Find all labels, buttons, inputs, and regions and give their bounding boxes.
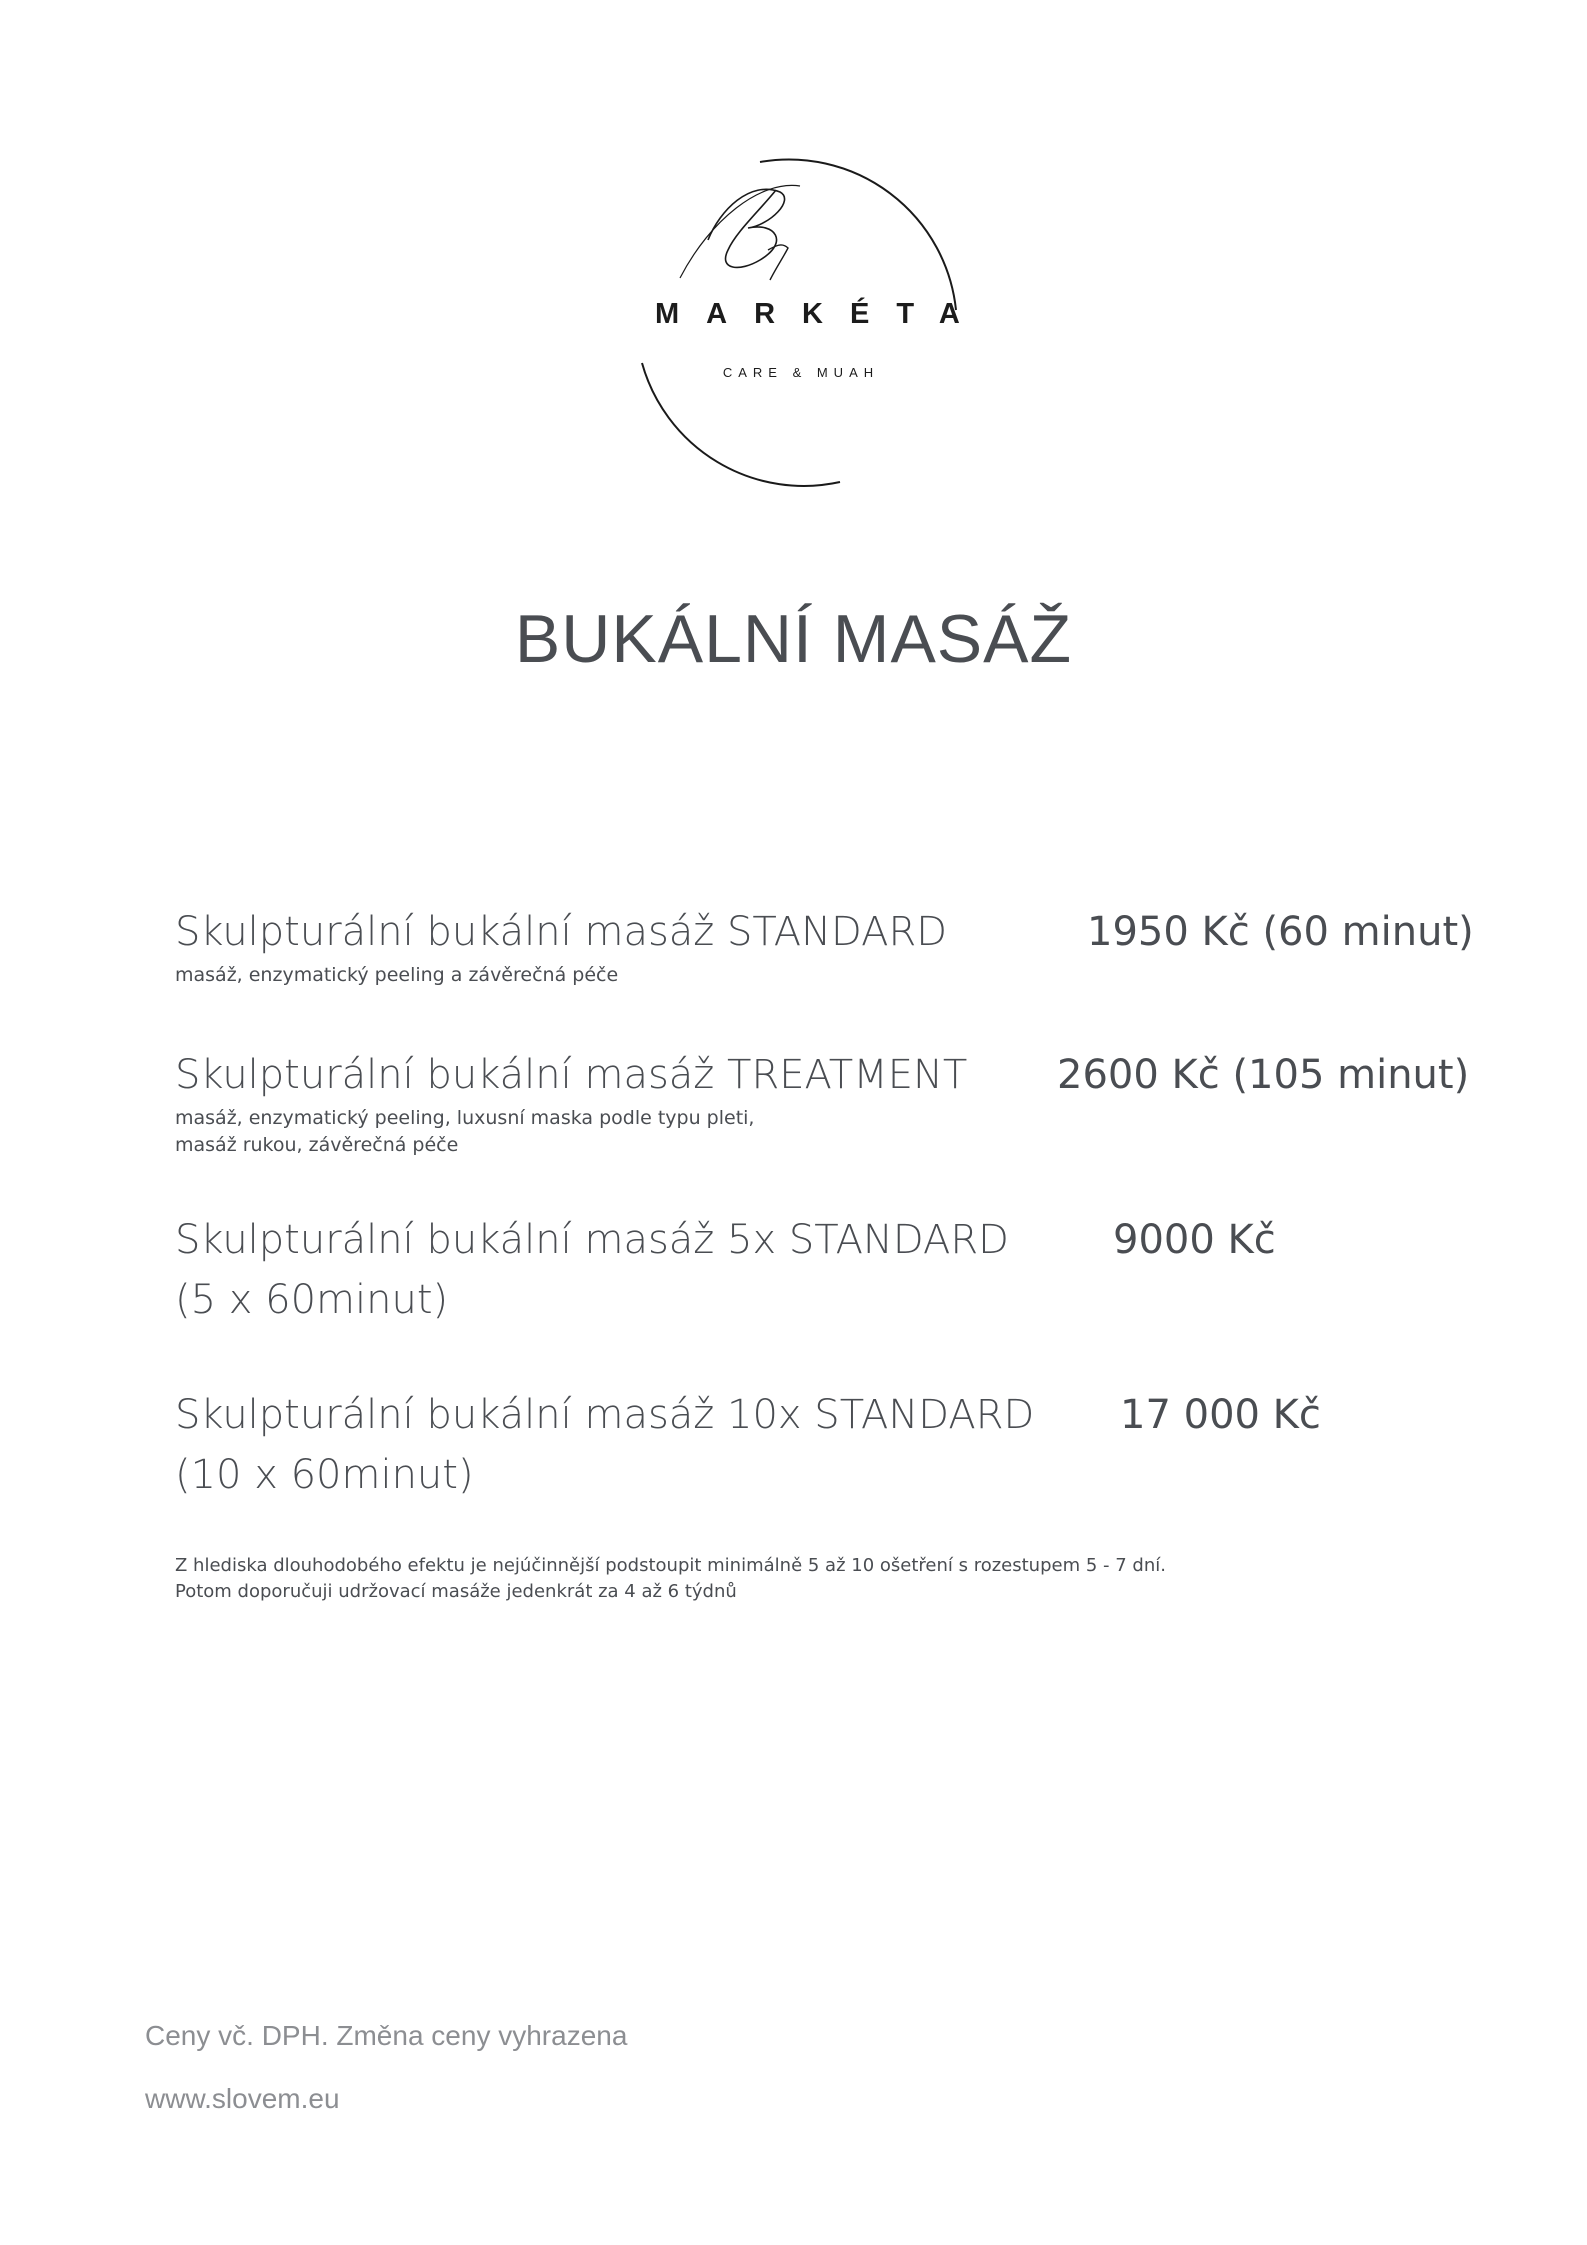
service-name: Skulpturální bukální masáž 10x STANDARD bbox=[175, 1392, 1035, 1438]
brand-tagline: CARE & MUAH bbox=[722, 365, 880, 380]
website-link[interactable]: www.slovem.eu bbox=[145, 2083, 340, 2114]
page-title: BUKÁLNÍ MASÁŽ bbox=[514, 601, 1073, 677]
treatment-note bbox=[175, 1553, 1166, 1605]
service-description: masáž, enzymatický peeling a závěrečná péče bbox=[175, 964, 619, 986]
service-price: 9000 Kč bbox=[1113, 1217, 1276, 1263]
vat-note: Ceny vč. DPH. Změna ceny vyhrazena bbox=[145, 2020, 628, 2051]
service-subline: (10 x 60minut) bbox=[175, 1452, 474, 1498]
note-line: Z hlediska dlouhodobého efektu je nejúčinnější podstoupit minimálně 5 až 10 ošetření s rozestupem 5 - 7 dní. bbox=[175, 1555, 1166, 1576]
service-name: Skulpturální bukální masáž 5x STANDARD bbox=[175, 1217, 1009, 1263]
service-price: 1950 Kč (60 minut) bbox=[1087, 909, 1474, 955]
service-item-treatment bbox=[175, 1045, 1475, 1159]
service-price: 2600 Kč (105 minut) bbox=[1057, 1052, 1470, 1098]
service-item-standard bbox=[175, 902, 1475, 989]
logo bbox=[600, 150, 990, 490]
service-name: Skulpturální bukální masáž TREATMENT bbox=[175, 1052, 968, 1098]
service-item-5x-standard bbox=[175, 1210, 1475, 1330]
service-subline: (5 x 60minut) bbox=[175, 1277, 449, 1323]
brand-name: MARKÉTA bbox=[655, 298, 987, 330]
service-price: 17 000 Kč bbox=[1120, 1392, 1321, 1438]
note-line: Potom doporučuji udržovací masáže jedenkrát za 4 až 6 týdnů bbox=[175, 1581, 737, 1602]
service-name: Skulpturální bukální masáž STANDARD bbox=[175, 909, 948, 955]
service-description: masáž, enzymatický peeling, luxusní maska podle typu pleti, bbox=[175, 1107, 755, 1129]
service-description: masáž rukou, závěrečná péče bbox=[175, 1134, 459, 1156]
service-item-10x-standard bbox=[175, 1385, 1475, 1505]
